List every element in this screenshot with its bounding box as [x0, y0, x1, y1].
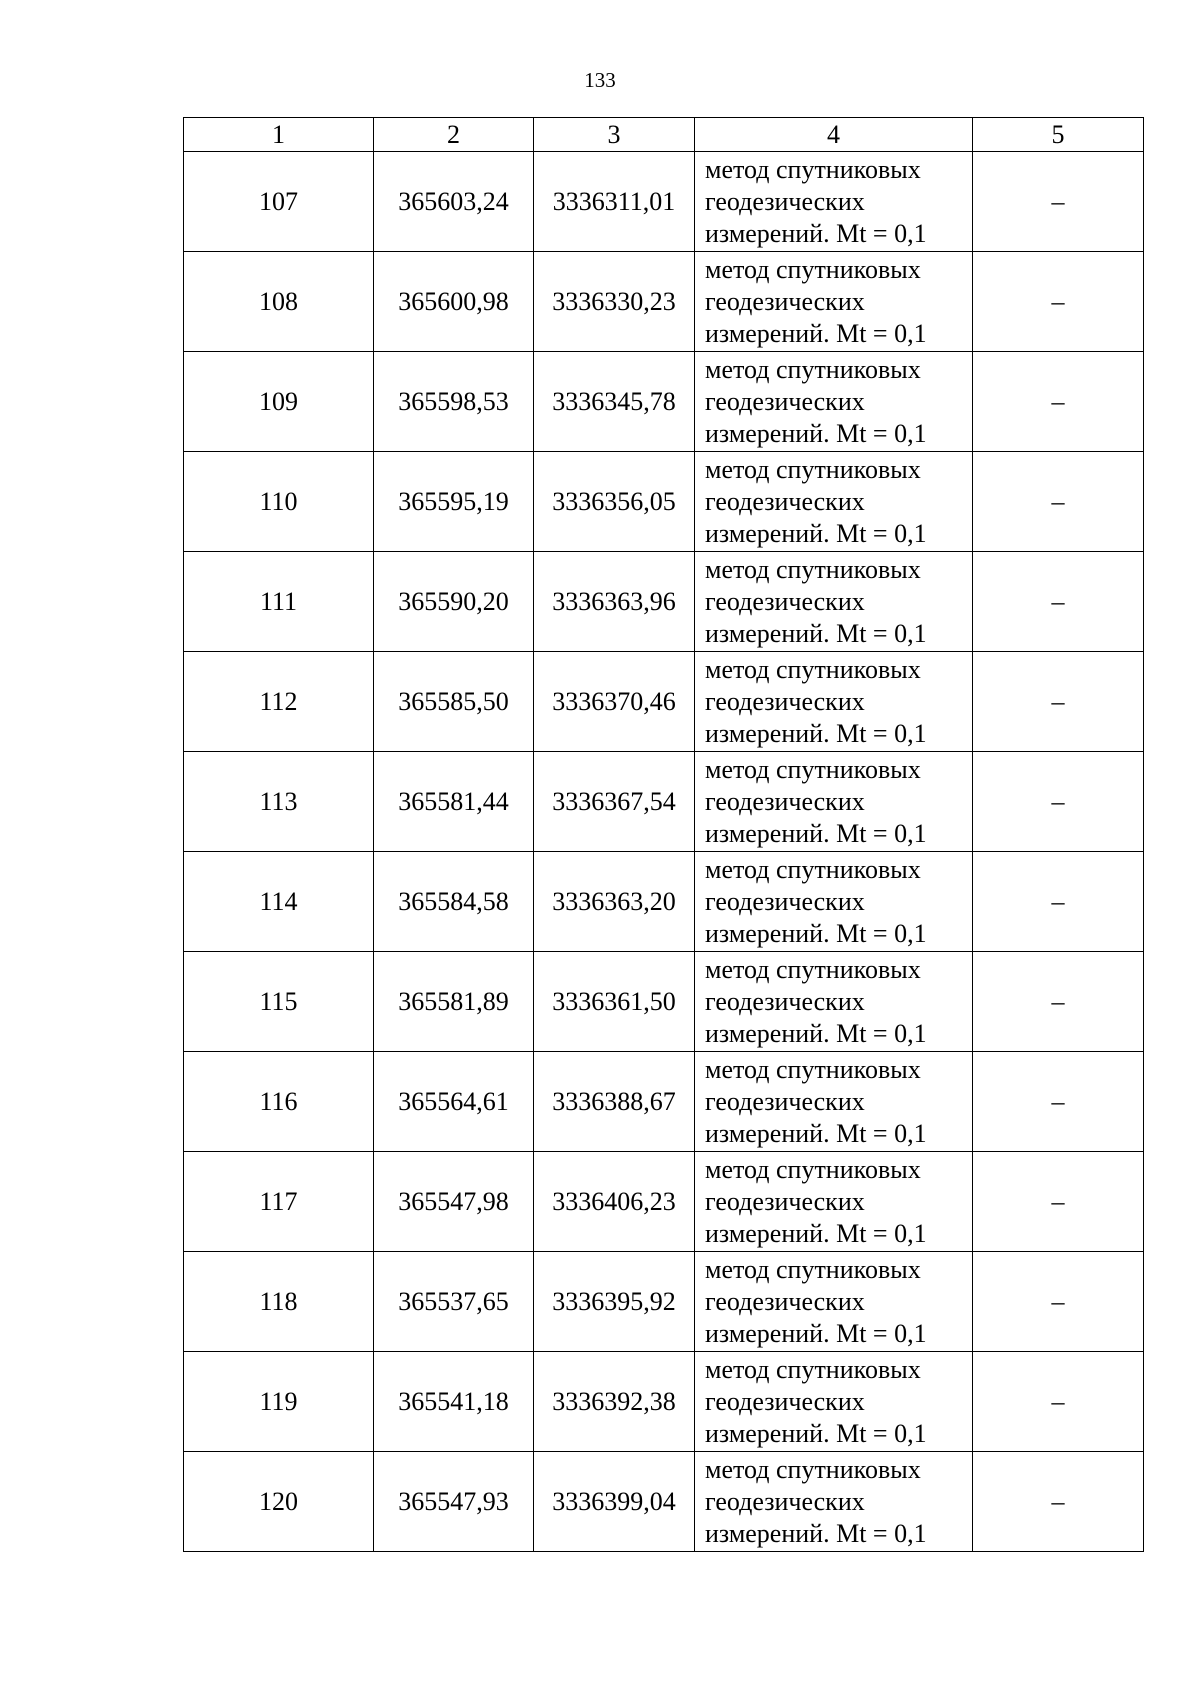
method-line: измерений. Mt = 0,1 [705, 918, 927, 948]
table-row [184, 1152, 1144, 1252]
y-coordinate-cell: 3336363,96 [534, 552, 695, 652]
y-coordinate-cell: 3336361,50 [534, 952, 695, 1052]
method-line: измерений. Mt = 0,1 [705, 1318, 927, 1348]
method-line: измерений. Mt = 0,1 [705, 818, 927, 848]
method-cell [695, 1352, 973, 1452]
point-number-cell: 114 [184, 852, 374, 952]
method-line: метод спутниковых [705, 654, 921, 684]
x-coordinate-cell: 365603,24 [374, 152, 534, 252]
x-coordinate-cell: 365595,19 [374, 452, 534, 552]
point-number-cell: 111 [184, 552, 374, 652]
x-coordinate-cell: 365590,20 [374, 552, 534, 652]
page-number: 133 [584, 68, 616, 92]
y-coordinate-cell: 3336388,67 [534, 1052, 695, 1152]
method-line: метод спутниковых [705, 354, 921, 384]
column-header: 5 [973, 118, 1144, 152]
y-coordinate-cell: 3336311,01 [534, 152, 695, 252]
x-coordinate-cell: 365537,65 [374, 1252, 534, 1352]
table-row [184, 252, 1144, 352]
method-line: измерений. Mt = 0,1 [705, 1118, 927, 1148]
y-coordinate-cell: 3336330,23 [534, 252, 695, 352]
method-line: измерений. Mt = 0,1 [705, 1018, 927, 1048]
table-row [184, 1452, 1144, 1552]
method-cell [695, 1452, 973, 1552]
method-line: геодезических [705, 1086, 865, 1116]
point-number-cell: 108 [184, 252, 374, 352]
note-cell: – [973, 252, 1144, 352]
method-line: измерений. Mt = 0,1 [705, 518, 927, 548]
table-row [184, 1352, 1144, 1452]
method-cell [695, 952, 973, 1052]
method-line: метод спутниковых [705, 254, 921, 284]
method-line: геодезических [705, 886, 865, 916]
y-coordinate-cell: 3336392,38 [534, 1352, 695, 1452]
method-line: метод спутниковых [705, 1154, 921, 1184]
table-row [184, 352, 1144, 452]
method-line: измерений. Mt = 0,1 [705, 718, 927, 748]
column-header: 1 [184, 118, 374, 152]
method-line: измерений. Mt = 0,1 [705, 1418, 927, 1448]
method-line: измерений. Mt = 0,1 [705, 218, 927, 248]
y-coordinate-cell: 3336367,54 [534, 752, 695, 852]
method-line: геодезических [705, 786, 865, 816]
point-number-cell: 120 [184, 1452, 374, 1552]
table-row [184, 1252, 1144, 1352]
note-cell: – [973, 1452, 1144, 1552]
y-coordinate-cell: 3336406,23 [534, 1152, 695, 1252]
table-row [184, 752, 1144, 852]
y-coordinate-cell: 3336399,04 [534, 1452, 695, 1552]
method-line: метод спутниковых [705, 454, 921, 484]
y-coordinate-cell: 3336370,46 [534, 652, 695, 752]
note-cell: – [973, 1252, 1144, 1352]
method-line: геодезических [705, 586, 865, 616]
x-coordinate-cell: 365585,50 [374, 652, 534, 752]
x-coordinate-cell: 365600,98 [374, 252, 534, 352]
point-number-cell: 117 [184, 1152, 374, 1252]
note-cell: – [973, 1152, 1144, 1252]
point-number-cell: 113 [184, 752, 374, 852]
x-coordinate-cell: 365581,44 [374, 752, 534, 852]
method-line: геодезических [705, 186, 865, 216]
column-header: 3 [534, 118, 695, 152]
point-number-cell: 107 [184, 152, 374, 252]
table-row [184, 952, 1144, 1052]
note-cell: – [973, 652, 1144, 752]
x-coordinate-cell: 365564,61 [374, 1052, 534, 1152]
note-cell: – [973, 952, 1144, 1052]
table-row [184, 852, 1144, 952]
point-number-cell: 112 [184, 652, 374, 752]
point-number-cell: 109 [184, 352, 374, 452]
x-coordinate-cell: 365541,18 [374, 1352, 534, 1452]
method-line: измерений. Mt = 0,1 [705, 418, 927, 448]
table-header-row [184, 118, 1144, 152]
method-line: метод спутниковых [705, 1254, 921, 1284]
method-line: геодезических [705, 1186, 865, 1216]
table-row [184, 1052, 1144, 1152]
method-line: измерений. Mt = 0,1 [705, 1218, 927, 1248]
y-coordinate-cell: 3336363,20 [534, 852, 695, 952]
note-cell: – [973, 1052, 1144, 1152]
note-cell: – [973, 552, 1144, 652]
column-header: 2 [374, 118, 534, 152]
method-cell [695, 252, 973, 352]
method-line: метод спутниковых [705, 754, 921, 784]
y-coordinate-cell: 3336356,05 [534, 452, 695, 552]
method-line: метод спутниковых [705, 1354, 921, 1384]
method-cell [695, 1052, 973, 1152]
x-coordinate-cell: 365547,98 [374, 1152, 534, 1252]
method-line: измерений. Mt = 0,1 [705, 318, 927, 348]
table-body [184, 152, 1144, 1552]
method-cell [695, 652, 973, 752]
method-line: метод спутниковых [705, 854, 921, 884]
method-cell [695, 1152, 973, 1252]
table-row [184, 152, 1144, 252]
method-line: измерений. Mt = 0,1 [705, 618, 927, 648]
method-cell [695, 852, 973, 952]
method-line: геодезических [705, 986, 865, 1016]
method-line: измерений. Mt = 0,1 [705, 1518, 927, 1548]
method-line: геодезических [705, 686, 865, 716]
coordinates-table [183, 117, 1144, 1552]
note-cell: – [973, 452, 1144, 552]
method-line: метод спутниковых [705, 1054, 921, 1084]
table-row [184, 652, 1144, 752]
note-cell: – [973, 752, 1144, 852]
point-number-cell: 118 [184, 1252, 374, 1352]
x-coordinate-cell: 365598,53 [374, 352, 534, 452]
method-cell [695, 152, 973, 252]
method-line: геодезических [705, 1286, 865, 1316]
point-number-cell: 119 [184, 1352, 374, 1452]
method-line: метод спутниковых [705, 554, 921, 584]
method-cell [695, 452, 973, 552]
method-line: геодезических [705, 486, 865, 516]
table-row [184, 452, 1144, 552]
method-line: геодезических [705, 1486, 865, 1516]
note-cell: – [973, 852, 1144, 952]
table-row [184, 552, 1144, 652]
method-line: геодезических [705, 386, 865, 416]
method-cell [695, 552, 973, 652]
method-line: геодезических [705, 1386, 865, 1416]
note-cell: – [973, 1352, 1144, 1452]
x-coordinate-cell: 365584,58 [374, 852, 534, 952]
note-cell: – [973, 152, 1144, 252]
note-cell: – [973, 352, 1144, 452]
method-line: метод спутниковых [705, 154, 921, 184]
method-cell [695, 752, 973, 852]
method-line: метод спутниковых [705, 1454, 921, 1484]
point-number-cell: 116 [184, 1052, 374, 1152]
x-coordinate-cell: 365581,89 [374, 952, 534, 1052]
point-number-cell: 110 [184, 452, 374, 552]
point-number-cell: 115 [184, 952, 374, 1052]
column-header: 4 [695, 118, 973, 152]
y-coordinate-cell: 3336345,78 [534, 352, 695, 452]
method-cell [695, 352, 973, 452]
method-line: метод спутниковых [705, 954, 921, 984]
method-line: геодезических [705, 286, 865, 316]
method-cell [695, 1252, 973, 1352]
y-coordinate-cell: 3336395,92 [534, 1252, 695, 1352]
x-coordinate-cell: 365547,93 [374, 1452, 534, 1552]
